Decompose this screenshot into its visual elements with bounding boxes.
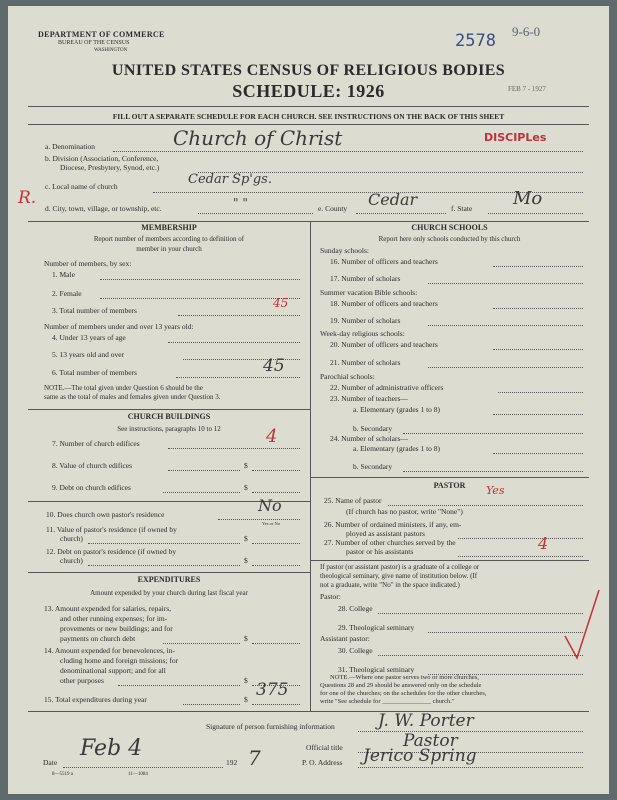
q12-dollar: $ [244, 556, 248, 565]
q12-amount-line [252, 565, 300, 566]
q26-label: 26. Number of ordained ministers, if any, em- [324, 520, 462, 529]
form-code-2: 11—1084 [128, 772, 148, 777]
q12-line [88, 565, 240, 566]
q31-label: 31. Theological seminary [338, 665, 415, 674]
year-prefix: 192 [226, 758, 238, 767]
q23a-line [493, 414, 583, 415]
q27-label: 27. Number of other churches served by the [324, 538, 456, 547]
q4-label: 4. Under 13 years of age [52, 333, 126, 342]
q24a-label: a. Elementary (grades 1 to 8) [353, 444, 441, 453]
q29-label: 29. Theological seminary [338, 623, 415, 632]
membership-note-2: same as the total of males and females given under Question 3. [44, 393, 221, 401]
q27-value: 4 [538, 534, 549, 553]
q1-line [100, 279, 300, 280]
q29-line [428, 632, 583, 633]
membership-subtitle-2: member in your church [136, 245, 202, 253]
pastor-title: PASTOR [433, 481, 466, 490]
q11-label: 11. Value of pastor's residence (if owned by [46, 525, 177, 534]
q23a-label: a. Elementary (grades 1 to 8) [353, 405, 441, 414]
page-title: UNITED STATES CENSUS OF RELIGIOUS BODIES [111, 62, 506, 79]
q8-line [168, 470, 240, 471]
city-value: " " [233, 196, 248, 210]
po-address-value: Jerico Spring [363, 746, 477, 766]
membership-subtitle-1: Report number of members according to definition of [93, 235, 245, 243]
q15-label: 15. Total expenditures during year [44, 695, 147, 704]
rule [28, 221, 589, 222]
file-code: 9-6-0 [512, 24, 541, 39]
buildings-title: CHURCH BUILDINGS [127, 412, 211, 421]
q18-line [493, 308, 583, 309]
q1-label: 1. Male [52, 270, 75, 279]
q10-line [218, 519, 300, 520]
division-label-2: Diocese, Presbytery, Synod, etc.) [60, 163, 160, 172]
q25-label: 25. Name of pastor [324, 496, 382, 505]
q10-label: 10. Does church own pastor's residence [46, 510, 165, 519]
assistant-sublabel: Assistant pastor: [320, 634, 370, 643]
q9-line [163, 492, 240, 493]
po-address-line [358, 767, 583, 768]
q15-amount-line [252, 704, 300, 705]
q6-value: 45 [263, 356, 285, 376]
check-mark-icon [563, 586, 603, 666]
q16-line [493, 266, 583, 267]
q19-line [428, 325, 583, 326]
q27-line [458, 556, 583, 557]
q11-line [88, 543, 240, 544]
bureau-label: BUREAU OF THE CENSUS [58, 40, 130, 46]
q12-label-2: church) [60, 556, 83, 565]
q13-label-3: provements or new buildings; and for [60, 624, 173, 633]
q24b-line [403, 471, 583, 472]
instruction-line: FILL OUT A SEPARATE SCHEDULE FOR EACH CHURCH. SEE INSTRUCTIONS ON THE BACK OF THIS SHEET [112, 112, 505, 121]
q27-label-2: pastor or his assistants [346, 547, 414, 556]
q9-amount-line [252, 492, 300, 493]
schools-subtitle: Report here only schools conducted by this church [378, 235, 521, 243]
q3-value: 45 [273, 296, 289, 310]
rule [310, 477, 589, 478]
q14-label: 14. Amount expended for benevolences, in- [44, 646, 176, 655]
rule [28, 124, 589, 125]
signature-line [358, 731, 583, 732]
q6-line [176, 377, 300, 378]
q8-label: 8. Value of church edifices [52, 461, 133, 470]
county-label: e. County [318, 204, 348, 213]
rule [28, 711, 589, 712]
official-title-label: Official title [306, 743, 343, 752]
signature-value: J. W. Porter [378, 711, 474, 731]
q13-label: 13. Amount expended for salaries, repairs, [44, 604, 172, 613]
census-schedule-page [8, 6, 609, 794]
schedule-title: SCHEDULE: 1926 [232, 81, 385, 101]
pastor-note-4: write "See schedule for _______________ church." [320, 698, 455, 705]
county-value: Cedar [368, 190, 418, 209]
q21-line [428, 367, 583, 368]
weekday-label: Week-day religious schools: [320, 329, 405, 338]
q23-label: 23. Number of teachers— [330, 394, 408, 403]
q20-label: 20. Number of officers and teachers [330, 340, 438, 349]
membership-title: MEMBERSHIP [141, 223, 197, 232]
form-code: 8—5519 a [52, 772, 73, 777]
state-label: f. State [451, 204, 473, 213]
q13-line [163, 643, 240, 644]
q17-line [428, 283, 583, 284]
by-sex-label: Number of members, by sex: [44, 259, 132, 268]
department-label: DEPARTMENT OF COMMERCE [38, 30, 165, 39]
grad-note-3: not a graduate, write "No" in the space indicated.) [320, 581, 460, 589]
q25-hint: (If church has no pastor, write "None") [346, 507, 463, 516]
q11-dollar: $ [244, 534, 248, 543]
po-address-label: P. O. Address [302, 758, 343, 767]
q6-label: 6. Total number of members [52, 368, 137, 377]
q15-value: 375 [256, 680, 289, 700]
city-line [198, 213, 313, 214]
q22-line [498, 392, 583, 393]
q11-label-2: church) [60, 534, 83, 543]
date-value: Feb 4 [80, 736, 143, 761]
q14-line [118, 685, 240, 686]
q9-dollar: $ [244, 483, 248, 492]
date-line [63, 767, 223, 768]
stamp-number: 2578 [455, 31, 496, 51]
q26-line [458, 538, 583, 539]
pastor-note-2: Questions 28 and 29 should be answered only on the schedule [320, 682, 482, 689]
q7-label: 7. Number of church edifices [52, 439, 140, 448]
rule [310, 560, 589, 561]
expenditures-title: EXPENDITURES [137, 575, 201, 584]
division-label: b. Division (Association, Conference, [45, 154, 159, 163]
q28-line [378, 613, 583, 614]
q14-label-2: cluding home and foreign missions; for [60, 656, 179, 665]
state-line [488, 213, 583, 214]
rule [28, 572, 310, 573]
buildings-subtitle: See instructions, paragraphs 10 to 12 [117, 425, 221, 433]
margin-mark: R. [18, 188, 37, 208]
q3-label: 3. Total number of members [52, 306, 137, 315]
q5-label: 5. 13 years old and over [52, 350, 125, 359]
sunday-label: Sunday schools: [320, 246, 369, 255]
q24b-label: b. Secondary [353, 462, 393, 471]
q13-dollar: $ [244, 634, 248, 643]
county-line [356, 213, 446, 214]
q8-dollar: $ [244, 461, 248, 470]
denomination-value: Church of Christ [173, 126, 343, 150]
schools-title: CHURCH SCHOOLS [411, 223, 488, 232]
q15-dollar: $ [244, 695, 248, 704]
q12-label: 12. Debt on pastor's residence (if owned by [46, 547, 177, 556]
q26-label-2: ployed as assistant pastors [346, 529, 425, 538]
received-stamp: FEB 7 - 1927 [508, 85, 546, 93]
local-name-value: Cedar Sp'gs. [188, 172, 272, 187]
q11-amount-line [252, 543, 300, 544]
q25-line [388, 505, 583, 506]
q7-line [168, 448, 300, 449]
pastor-note-1: NOTE.—Where one pastor serves two or more churches, [330, 674, 479, 681]
q25-value: Yes [486, 484, 505, 497]
parochial-label: Parochial schools: [320, 372, 375, 381]
q18-label: 18. Number of officers and teachers [330, 299, 438, 308]
city-field-label: d. City, town, village, or township, etc. [45, 204, 162, 213]
denomination-label: a. Denomination [45, 142, 95, 151]
q9-label: 9. Debt on church edifices [52, 483, 131, 492]
q4-line [168, 342, 300, 343]
q15-line [183, 704, 240, 705]
q28-label: 28. College [338, 604, 373, 613]
city-label: WASHINGTON [94, 48, 128, 53]
membership-note-1: NOTE.—The total given under Question 6 should be the [44, 384, 203, 392]
q17-label: 17. Number of scholars [330, 274, 401, 283]
q24a-line [493, 453, 583, 454]
signature-label: Signature of person furnishing information [206, 722, 335, 731]
q13-label-2: and other running expenses; for im- [60, 614, 168, 623]
q10-value: No [258, 496, 282, 515]
q14-label-3: denominational support; and for all [60, 666, 166, 675]
q14-label-4: other purposes [60, 676, 104, 685]
q21-label: 21. Number of scholars [330, 358, 401, 367]
q2-line [100, 298, 300, 299]
q2-label: 2. Female [52, 289, 82, 298]
q19-label: 19. Number of scholars [330, 316, 401, 325]
q14-dollar: $ [244, 676, 248, 685]
q13-label-4: payments on church debt [60, 634, 136, 643]
year-value: 7 [248, 746, 261, 770]
q16-label: 16. Number of officers and teachers [330, 257, 438, 266]
rule [28, 409, 310, 410]
q24-label: 24. Number of scholars— [330, 434, 408, 443]
q23b-line [403, 433, 583, 434]
state-value: Mo [513, 188, 543, 209]
grad-note-1: If pastor (or assistant pastor) is a graduate of a college or [320, 563, 480, 571]
under-over-label: Number of members under and over 13 years old: [44, 322, 194, 331]
q22-label: 22. Number of administrative officers [330, 383, 444, 392]
q13-amount-line [252, 643, 300, 644]
q30-label: 30. College [338, 646, 373, 655]
q7-value: 4 [266, 426, 278, 447]
column-divider [310, 221, 311, 711]
summer-label: Summer vacation Bible schools: [320, 288, 418, 297]
q20-line [493, 349, 583, 350]
q30-line [378, 655, 583, 656]
denomination-line [113, 151, 583, 152]
q23b-label: b. Secondary [353, 424, 393, 433]
rule [28, 106, 589, 107]
local-name-label: c. Local name of church [45, 182, 118, 191]
expenditures-subtitle: Amount expended by your church during last fiscal year [90, 589, 248, 597]
q8-amount-line [252, 470, 300, 471]
grad-note-2: theological seminary, give name of institution below. (If [320, 572, 478, 580]
q3-line [178, 315, 300, 316]
date-label: Date [43, 758, 58, 767]
q10-hint: Yes or No [262, 521, 281, 526]
pastor-sublabel: Pastor: [320, 592, 341, 601]
pastor-note-3: for one of the churches; on the schedules for the other churches, [320, 690, 487, 697]
denomination-stamp: DISCIPLes [484, 131, 547, 144]
official-title-value: Pastor [403, 731, 458, 751]
